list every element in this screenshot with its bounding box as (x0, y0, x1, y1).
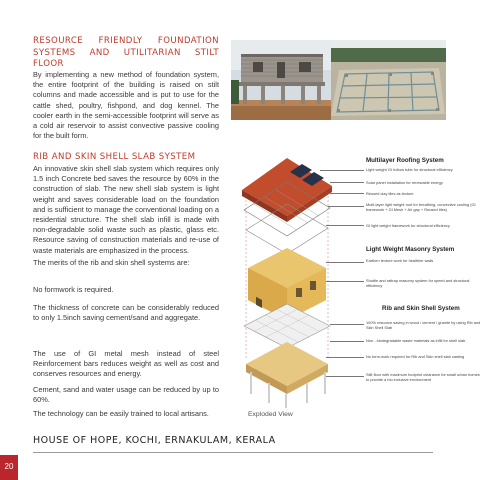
paragraph-rib-skin: An innovative skin shell slab system which requires only 1.5 inch Concrete bed saves the resource by 60% in the construction of slab. The new shell slab system is light weight and saves considerable load on the foundation and is sufficient to manage the conventional loading on a residential structure. The shell slab infill is made with non-degradable solid waste such as plastic, glass etc. Resource saving of construction materials and re-use of waste materials are emphasized in the process. (33, 164, 219, 255)
system-item: Solar panel installation for renewable energy (366, 180, 443, 185)
system-title-rib-skin: Rib and Skin Shell System (382, 305, 460, 312)
system-item: 100% resource saving in wood / cement / granite by using Rib and Skin Shell Slab (366, 320, 480, 330)
page-number: 20 (4, 462, 14, 471)
system-item: Earthen texture work for healthier walls (366, 258, 434, 263)
leader-line (326, 357, 364, 358)
system-item: Stilt floor with maximum footprint clearance for small urban homes to provide a bio inclusive environment (366, 372, 480, 382)
system-item: Non - biodegradable waste materials as infill for shell slab (366, 338, 466, 343)
leader-line (330, 182, 364, 183)
section-heading-foundation: RESOURCE FRIENDLY FOUNDATION SYSTEMS AND UTILITARIAN STILT FLOOR (33, 36, 219, 69)
leader-line (328, 206, 364, 207)
system-item: Multi-layer light weight roof for breathing, convective cooling (GI framework + GI Mesh + Air gap + Reused tiles) (366, 202, 476, 212)
exploded-view-diagram (232, 150, 342, 410)
leader-line (330, 193, 364, 194)
paragraph-cement-saving: Cement, sand and water usage can be reduced by up to 60%. (33, 385, 219, 405)
system-item: No form-work required for Rib and Skin shell slab casting (366, 354, 465, 359)
system-item: Shuttle and rattrap masonry system for speed and structural efficiency (366, 278, 470, 288)
system-item: Reused clay tiles as texture (366, 191, 414, 196)
system-item: GI light weight framework for structural efficiency (366, 223, 450, 228)
paragraph-no-formwork: No formwork is required. (33, 285, 114, 294)
leader-line (330, 341, 364, 342)
paragraph-thickness: The thickness of concrete can be considerably reduced to only 1.5inch saving cement/sand and aggregate. (33, 303, 219, 323)
paragraph-foundation: By implementing a new method of foundation system, the entire footprint of the building is raised on stilt columns and made accessible and is put to use for the cattle shed, poultry, fishpond, and dog kennel. The cooler earth in the semi-accessible footprint will serve as a cold air reservoir to assist convective passive cooling for the built form. (33, 70, 219, 141)
photo-foundation-grid (331, 40, 446, 120)
system-item: Light weight GI hollow tube for structural efficiency (366, 167, 453, 172)
leader-line (326, 225, 364, 226)
leader-line (320, 170, 364, 171)
photo-stilt-construction (231, 40, 331, 120)
section-heading-rib-skin: RIB AND SKIN SHELL SLAB SYSTEM (33, 152, 196, 162)
paragraph-merits: The merits of the rib and skin shell systems are: (33, 258, 190, 267)
paragraph-gi-mesh: The use of GI metal mesh instead of steel Reinforcement bars reduces weight as well as cost and conserves resources and energy. (33, 349, 219, 379)
diagram-caption: Exploded View (248, 411, 293, 418)
system-title-masonry: Light Weight Masonry System (366, 246, 455, 253)
footer-divider (33, 452, 433, 453)
footer-title: HOUSE OF HOPE, KOCHI, ERNAKULAM, KERALA (33, 435, 276, 446)
leader-line (326, 281, 364, 282)
leader-line (330, 324, 364, 325)
leader-line (326, 262, 364, 263)
paragraph-artisans: The technology can be easily trained to local artisans. (33, 409, 209, 418)
system-title-roofing: Multilayer Roofing System (366, 157, 444, 164)
leader-line (326, 376, 364, 377)
